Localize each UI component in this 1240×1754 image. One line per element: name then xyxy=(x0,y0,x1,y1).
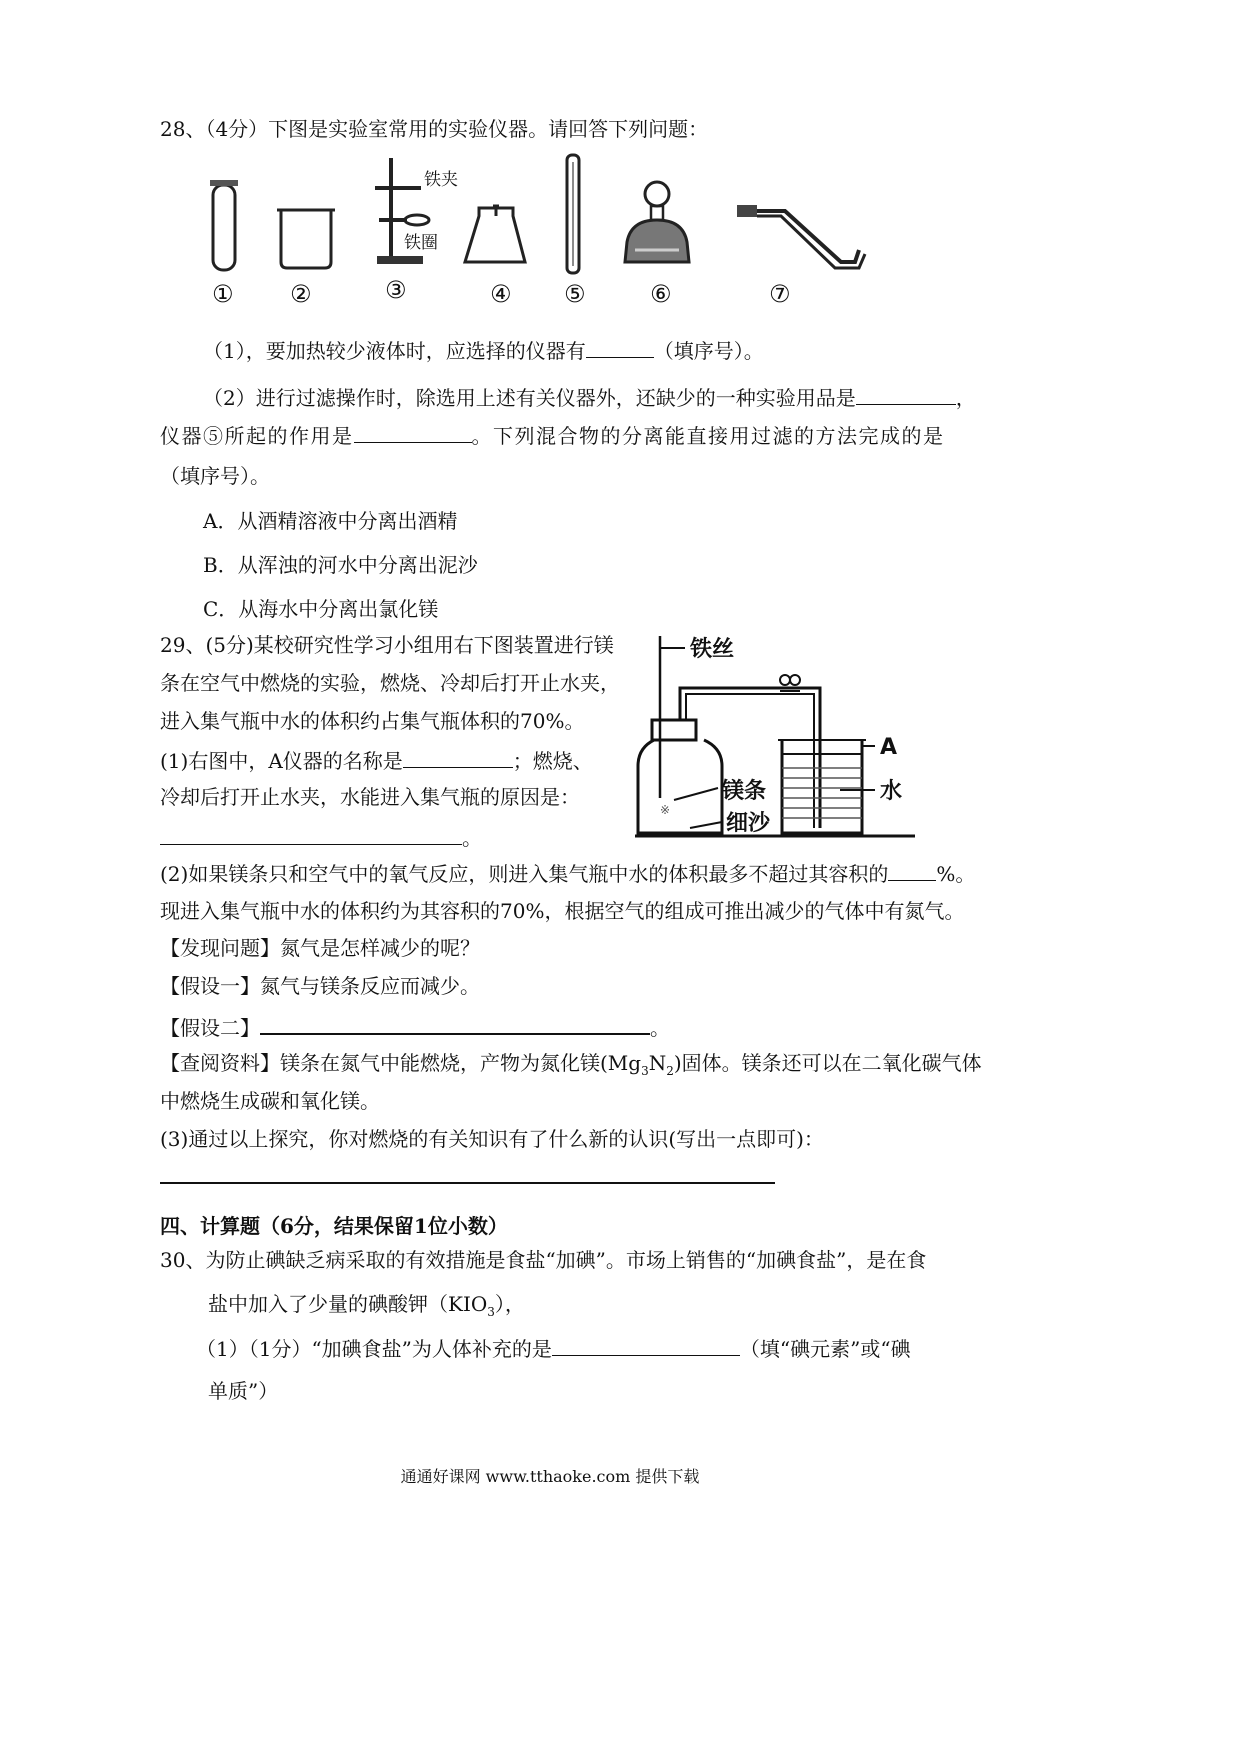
lab-instruments-figure xyxy=(195,150,875,315)
answer-blank-q28-1[interactable] xyxy=(586,335,654,358)
q30-line2-sub: 3 xyxy=(487,1305,495,1319)
q29-line12-text-a: 【查阅资料】镁条在氮气中能燃烧，产物为氮化镁(Mg xyxy=(160,1051,642,1075)
q29-line2: 条在空气中燃烧的实验，燃烧、冷却后打开止水夹， xyxy=(160,671,620,695)
q29-line6-end: 。 xyxy=(462,826,482,850)
num-4: ④ xyxy=(490,280,512,308)
q29-line12-sub2: 2 xyxy=(666,1064,674,1078)
magnesium-combustion-apparatus-figure xyxy=(630,628,920,843)
test-tube-icon xyxy=(210,180,238,270)
gas-collecting-bottle-icon xyxy=(638,720,722,833)
answer-blank-q28-2b[interactable] xyxy=(354,420,472,443)
q29-line11-text-a: 【假设二】 xyxy=(160,1016,260,1040)
q28-option-a: A．从酒精溶液中分离出酒精 xyxy=(203,509,458,533)
alcohol-lamp-icon xyxy=(625,182,689,262)
q29-line7-text-a: (2)如果镁条只和空气中的氧气反应，则进入集气瓶中水的体积最多不超过其容积的 xyxy=(160,862,889,886)
q29-line6 xyxy=(160,822,482,852)
q29-line14: (3)通过以上探究，你对燃烧的有关知识有了什么新的认识(写出一点即可)： xyxy=(160,1127,824,1151)
q28-part2-text-b: ， xyxy=(955,386,976,410)
num-3: ③ xyxy=(385,276,407,304)
q29-line11 xyxy=(160,1011,670,1042)
label-tiequan: 铁圈 xyxy=(404,233,438,253)
num-6: ⑥ xyxy=(650,280,672,308)
q29-line13: 中燃烧生成碳和氧化镁。 xyxy=(160,1089,380,1113)
q29-line12-mid: N xyxy=(648,1051,667,1075)
q29-line12-text-b: )固体。镁条还可以在二氧化碳气体 xyxy=(673,1051,982,1075)
q29-line7-text-b: %。 xyxy=(936,862,976,886)
label-tiejia: 铁夹 xyxy=(424,170,458,190)
q28-part2-text-e: （填序号）。 xyxy=(160,464,270,488)
q28-part1 xyxy=(203,335,764,365)
section4-heading: 四、计算题（6分，结果保留1位小数） xyxy=(160,1214,508,1238)
label-meitiao: 镁条 xyxy=(722,779,767,804)
q30-line2 xyxy=(208,1290,525,1326)
q29-line4 xyxy=(160,745,593,775)
answer-blank-q30-1[interactable] xyxy=(552,1333,740,1356)
q29-line7 xyxy=(160,858,975,888)
answer-blank-hypothesis-2[interactable] xyxy=(260,1011,650,1035)
q28-option-b: B．从浑浊的河水中分离出泥沙 xyxy=(203,553,478,577)
q28-part1-text-a: （1），要加热较少液体时，应选择的仪器有 xyxy=(203,339,586,363)
q30-line1: 30、为防止碘缺乏病采取的有效措施是食盐“加碘”。市场上销售的“加碘食盐”，是在食 xyxy=(160,1248,927,1272)
funnel-icon xyxy=(465,206,525,262)
beaker-icon xyxy=(277,210,335,268)
num-7: ⑦ xyxy=(769,280,791,308)
svg-text:※: ※ xyxy=(660,803,671,817)
label-xisha: 细沙 xyxy=(726,811,771,836)
q29-line5: 冷却后打开止水夹，水能进入集气瓶的原因是： xyxy=(160,785,580,809)
label-tiesi: 铁丝 xyxy=(690,637,735,662)
q29-line9: 【发现问题】氮气是怎样减少的呢？ xyxy=(160,936,480,960)
q28-part2 xyxy=(203,382,976,412)
q29-line4-text-a: (1)右图中，A仪器的名称是 xyxy=(160,749,403,773)
label-a: A xyxy=(880,735,898,760)
q30-line2-text-b: ）， xyxy=(494,1292,525,1316)
q28-part2-text-c: 仪器⑤所起的作用是 xyxy=(160,424,354,448)
q28-title: 28、（4分）下图是实验室常用的实验仪器。请回答下列问题： xyxy=(160,117,709,141)
bent-glass-tube-icon xyxy=(737,205,865,268)
num-2: ② xyxy=(290,280,312,308)
q29-line12-sub1: 3 xyxy=(641,1064,649,1078)
glass-rod-icon xyxy=(567,155,579,273)
q29-line11-text-b: 。 xyxy=(650,1016,670,1040)
q28-part1-text-b: （填序号）。 xyxy=(653,339,764,363)
answer-line-q29-3[interactable] xyxy=(160,1182,775,1184)
label-shui: 水 xyxy=(880,779,903,804)
q29-line3: 进入集气瓶中水的体积约占集气瓶体积的70%。 xyxy=(160,709,585,733)
q30-part1-line2: 单质”） xyxy=(208,1379,279,1403)
q30-part1 xyxy=(196,1333,911,1363)
q30-line2-text-a: 盐中加入了少量的碘酸钾（KIO xyxy=(208,1292,488,1316)
q29-line12 xyxy=(160,1049,982,1085)
q28-part2-text-d: 。下列混合物的分离能直接用过滤的方法完成的是 xyxy=(471,424,945,448)
q30-part1-text-b: （填“碘元素”或“碘 xyxy=(739,1337,911,1361)
answer-blank-q29-2[interactable] xyxy=(888,858,936,881)
page-footer: 通通好课网 www.tthaoke.com 提供下载 xyxy=(400,1467,700,1486)
q30-part1-text-a: （1）（1分）“加碘食盐”为人体补充的是 xyxy=(196,1337,552,1361)
num-1: ① xyxy=(212,280,234,308)
answer-blank-q29-1a[interactable] xyxy=(403,745,513,768)
answer-blank-q29-1b[interactable] xyxy=(160,822,462,845)
q29-line4-text-b: ；燃烧、 xyxy=(512,749,593,773)
beaker-a-icon xyxy=(778,740,866,833)
q28-part2-text-a: （2）进行过滤操作时，除选用上述有关仪器外，还缺少的一种实验用品是 xyxy=(203,386,856,410)
answer-blank-q28-2a[interactable] xyxy=(856,382,956,405)
num-5: ⑤ xyxy=(564,280,586,308)
q28-part2-line2 xyxy=(160,420,945,450)
q29-line8: 现进入集气瓶中水的体积约为其容积的70%，根据空气的组成可推出减少的气体中有氮气。 xyxy=(160,899,965,923)
q29-line10: 【假设一】氮气与镁条反应而减少。 xyxy=(160,974,480,998)
q28-option-c: C．从海水中分离出氯化镁 xyxy=(203,597,439,621)
q29-line1: 29、(5分)某校研究性学习小组用右下图装置进行镁 xyxy=(160,633,614,657)
